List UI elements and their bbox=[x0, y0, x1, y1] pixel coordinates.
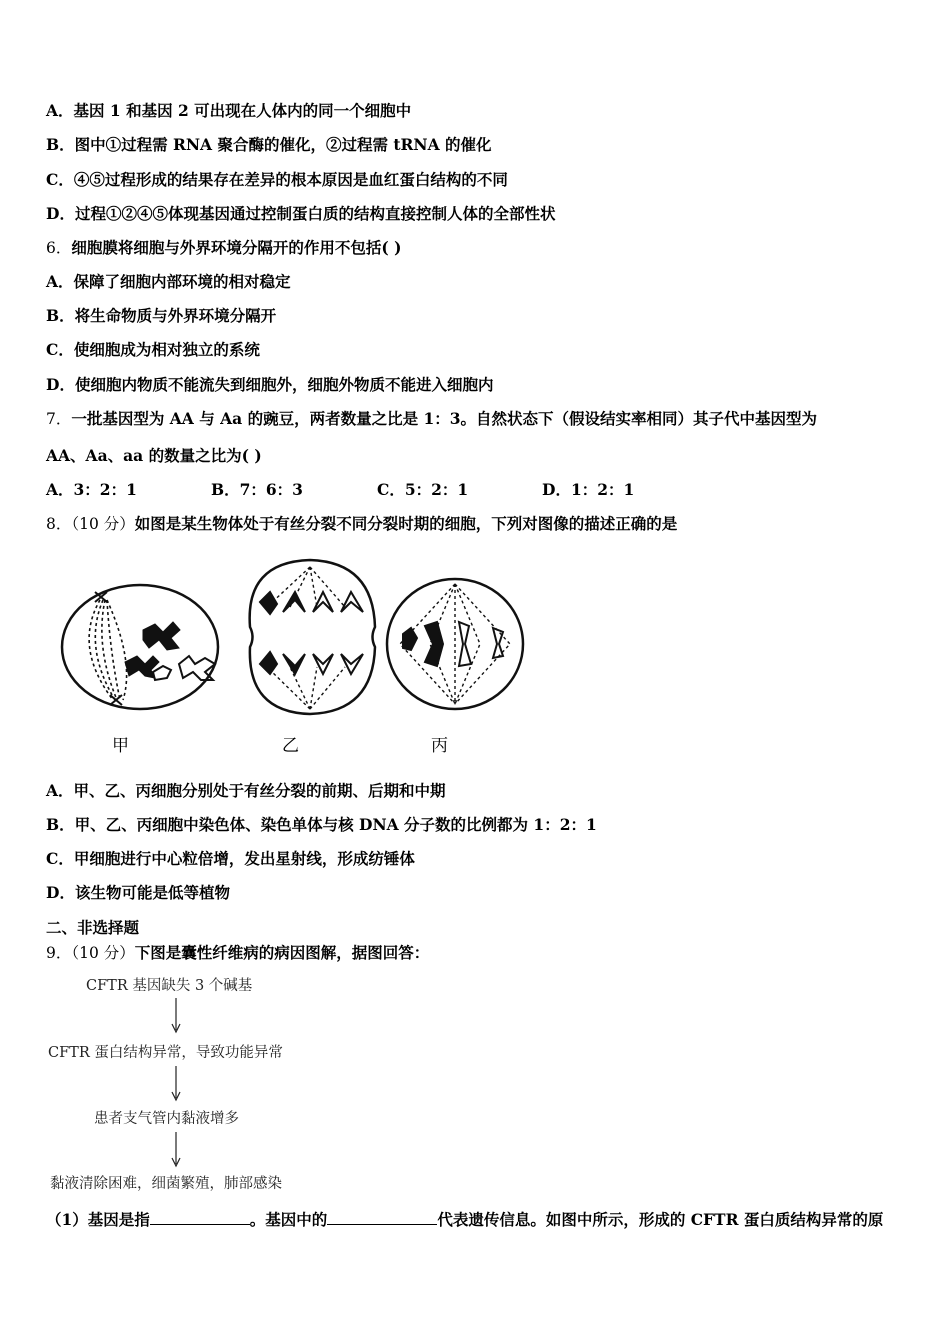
q5-option-b: B．图中①过程需 RNA 聚合酶的催化，②过程需 tRNA 的催化 bbox=[46, 135, 492, 154]
flow-step-2: CFTR 蛋白结构异常，导致功能异常 bbox=[48, 1045, 283, 1061]
q9-stem bbox=[46, 943, 429, 963]
figure-label-jia: 甲 bbox=[112, 736, 129, 756]
answer-blank-2[interactable] bbox=[327, 1210, 437, 1225]
q6-stem bbox=[46, 238, 401, 258]
cell-yi-chromosomes bbox=[260, 592, 363, 674]
q5-option-a: A．基因 1 和基因 2 可出现在人体内的同一个细胞中 bbox=[46, 101, 412, 120]
q8-stem-text: 如图是某生物体处于有丝分裂不同分裂时期的细胞，下列对图像的描述正确的是 bbox=[134, 514, 678, 533]
q6-option-d: D．使细胞内物质不能流失到细胞外，细胞外物质不能进入细胞内 bbox=[46, 375, 494, 394]
q7-option-c: C．5：2：1 bbox=[377, 480, 469, 499]
q9-sub1 bbox=[46, 1210, 883, 1230]
q7-stem-text: 一批基因型为 AA 与 Aa 的豌豆，两者数量之比是 1：3。自然状态下（假设结实率相同）其子代中基因型为 bbox=[71, 409, 818, 428]
flow-arrow-1 bbox=[168, 998, 184, 1034]
q8-option-b: B．甲、乙、丙细胞中染色体、染色单体与核 DNA 分子数的比例都为 1：2：1 bbox=[46, 815, 597, 834]
flow-step-4: 黏液清除困难，细菌繁殖，肺部感染 bbox=[50, 1176, 282, 1192]
answer-blank-1[interactable] bbox=[150, 1210, 250, 1225]
q6-option-b: B．将生命物质与外界环境分隔开 bbox=[46, 306, 277, 325]
cell-jia bbox=[62, 585, 218, 709]
q9-sub1-part-b: 。基因中的 bbox=[249, 1210, 328, 1229]
q7-number: 7． bbox=[46, 410, 72, 428]
q6-number: 6． bbox=[46, 239, 72, 257]
q6-option-c: C．使细胞成为相对独立的系统 bbox=[46, 340, 260, 359]
flow-step-3: 患者支气管内黏液增多 bbox=[94, 1111, 239, 1127]
mitosis-figure bbox=[55, 552, 535, 727]
q9-score: （10 分） bbox=[71, 944, 135, 962]
section-title: 二、非选择题 bbox=[46, 918, 140, 937]
q9-number: 9． bbox=[46, 944, 72, 962]
q8-score: （10 分） bbox=[71, 515, 135, 533]
q6-stem-text: 细胞膜将细胞与外界环境分隔开的作用不包括( ) bbox=[71, 238, 402, 257]
q6-option-a: A．保障了细胞内部环境的相对稳定 bbox=[46, 272, 291, 291]
flow-arrow-2 bbox=[168, 1066, 184, 1102]
q5-option-d: D．过程①②④⑤体现基因通过控制蛋白质的结构直接控制人体的全部性状 bbox=[46, 204, 556, 223]
cell-bing-chromosomes bbox=[403, 622, 503, 666]
q8-option-a: A．甲、乙、丙细胞分别处于有丝分裂的前期、后期和中期 bbox=[46, 781, 446, 800]
q7-stem-line2: AA、Aa、aa 的数量之比为( ) bbox=[46, 446, 262, 465]
q9-stem-text: 下图是囊性纤维病的病因图解，据图回答： bbox=[134, 943, 430, 962]
figure-label-bing: 丙 bbox=[431, 736, 448, 756]
q8-option-d: D．该生物可能是低等植物 bbox=[46, 883, 230, 902]
q5-option-c: C．④⑤过程形成的结果存在差异的根本原因是血红蛋白结构的不同 bbox=[46, 170, 508, 189]
q8-option-c: C．甲细胞进行中心粒倍增，发出星射线，形成纺锤体 bbox=[46, 849, 415, 868]
q7-stem-line1 bbox=[46, 409, 817, 429]
q7-option-d: D．1：2：1 bbox=[542, 480, 635, 499]
q9-sub1-part-a: （1）基因是指 bbox=[46, 1210, 150, 1229]
q7-option-b: B．7：6：3 bbox=[211, 480, 303, 499]
q7-option-a: A．3：2：1 bbox=[46, 480, 137, 499]
flow-step-1: CFTR 基因缺失 3 个碱基 bbox=[86, 978, 253, 994]
q8-number: 8． bbox=[46, 515, 72, 533]
flow-arrow-3 bbox=[168, 1132, 184, 1168]
cell-yi bbox=[250, 560, 375, 714]
figure-label-yi: 乙 bbox=[282, 736, 299, 756]
q8-stem bbox=[46, 514, 677, 534]
q9-sub1-part-c: 代表遗传信息。如图中所示，形成的 CFTR 蛋白质结构异常的原 bbox=[437, 1210, 884, 1229]
cell-jia-chromosomes bbox=[125, 622, 215, 680]
